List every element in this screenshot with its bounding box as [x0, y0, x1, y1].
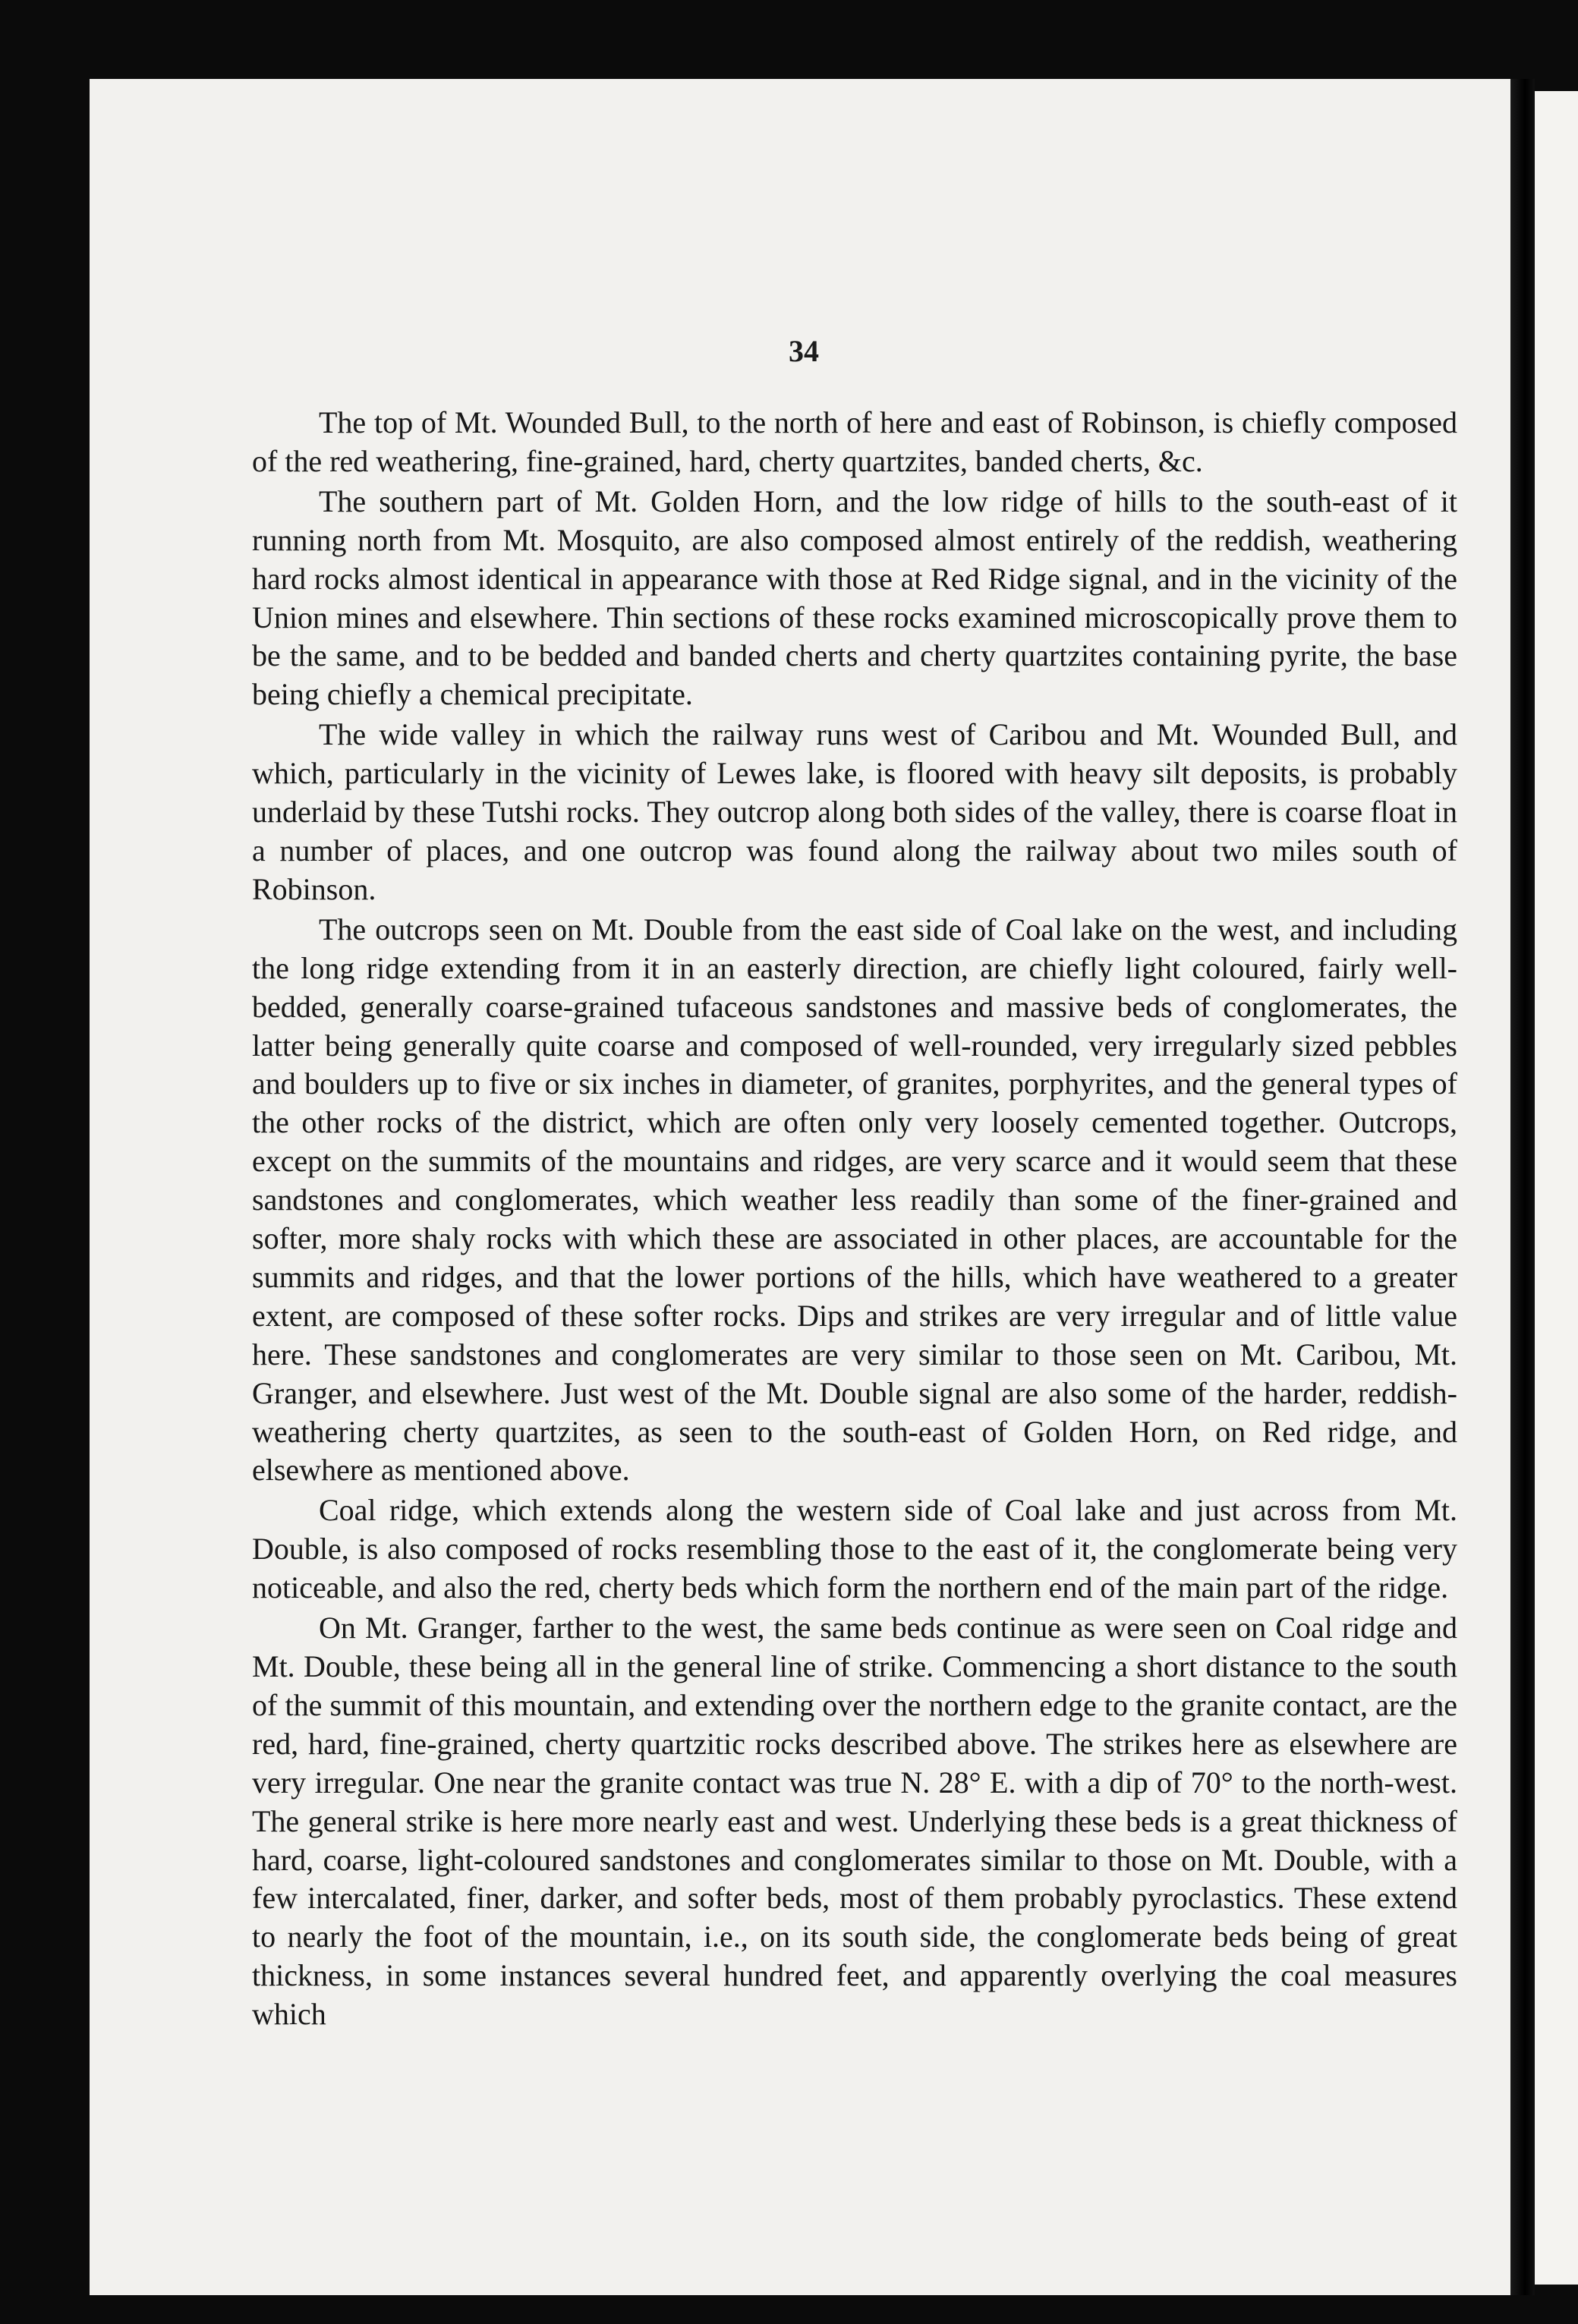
paragraph-railway-valley: The wide valley in which the railway runs west of Caribou and Mt. Wounded Bull, and which, particularly in the vicinity of Lewes lake, is floored with heavy silt deposits, is probably underlaid by these Tutshi rocks. They outcrop along both sides of the valley, there is coarse float in a number of places, and one outcrop was found along the railway about two miles south of Robinson. — [252, 717, 1457, 906]
paragraph-coal-ridge: Coal ridge, which extends along the western side of Coal lake and just across from Mt. Double, is also composed of rocks resembling those to the east of it, the conglomerate being very noticeable, and also the red, cherty beds which form the northern end of the main part of the ridge. — [252, 1493, 1457, 1605]
page-text-body — [252, 404, 1457, 2034]
page-number: 34 — [789, 334, 819, 368]
book-spine-shadow — [1510, 79, 1535, 2295]
adjacent-page-edge — [1535, 91, 1578, 2285]
paragraph-wounded-bull: The top of Mt. Wounded Bull, to the north of here and east of Robinson, is chiefly composed of the red weathering, fine-grained, hard, cherty quartzites, banded cherts, &c. — [252, 405, 1457, 478]
scanned-page — [90, 79, 1518, 2295]
paragraph-mt-double: The outcrops seen on Mt. Double from the east side of Coal lake on the west, and including the long ridge extending from it in an easterly direction, are chiefly light coloured, fairly well-bedded, generally coarse-grained tufaceous sandstones and massive beds of conglomerates, the latter being generally quite coarse and composed of well-rounded, very irregularly sized pebbles and boulders up to five or six inches in diameter, of granites, porphyrites, and the general types of the other rocks of the district, which are often only very loosely cemented together. Outcrops, except on the summits of the mountains and ridges, are very scarce and it would seem that these sandstones and conglomerates, which weather less readily than some of the finer-grained and softer, more shaly rocks with which these are associated in other places, are accountable for the summits and ridges, and that the lower portions of the hills, which have weathered to a greater extent, are composed of these softer rocks. Dips and strikes are very irregular and of little value here. These sandstones and conglomerates are very similar to those seen on Mt. Caribou, Mt. Granger, and elsewhere. Just west of the Mt. Double signal are also some of the harder, reddish-weathering cherty quartzites, as seen to the south-east of Golden Horn, on Red ridge, and elsewhere as mentioned above. — [252, 912, 1457, 1488]
paragraph-golden-horn: The southern part of Mt. Golden Horn, and the low ridge of hills to the south-east of it running north from Mt. Mosquito, are also composed almost entirely of the reddish, weathering hard rocks almost identical in appearance with those at Red Ridge signal, and in the vicinity of the Union mines and elsewhere. Thin sections of these rocks examined microscopically prove them to be the same, and to be bedded and banded cherts and cherty quartzites containing pyrite, the base being chiefly a chemical precipitate. — [252, 483, 1457, 712]
paragraph-mt-granger: On Mt. Granger, farther to the west, the same beds continue as were seen on Coal ridge and Mt. Double, these being all in the general line of strike. Commencing a short distance to the south of the summit of this mountain, and extending over the northern edge to the granite contact, are the red, hard, fine-grained, cherty quartzitic rocks described above. The strikes here as elsewhere are very irregular. One near the granite contact was true N. 28° E. with a dip of 70° to the north-west. The general strike is here more nearly east and west. Underlying these beds is a great thickness of hard, coarse, light-coloured sandstones and conglomerates similar to those on Mt. Double, with a few intercalated, finer, darker, and softer beds, most of them probably pyroclastics. These extend to nearly the foot of the mountain, i.e., on its south side, the conglomerate beds being of great thickness, in some instances several hundred feet, and apparently overlying the coal measures which — [252, 1611, 1457, 2032]
